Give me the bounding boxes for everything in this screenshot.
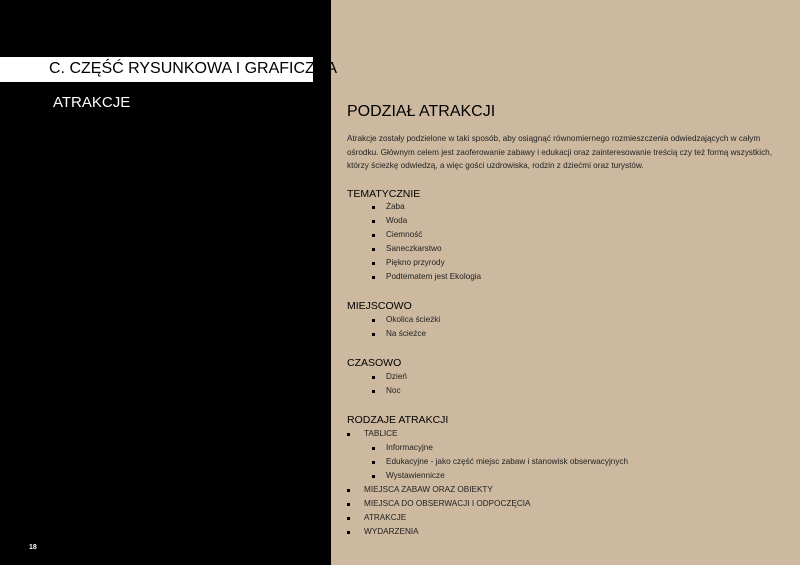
tematycznie-heading: TEMATYCZNIE — [347, 188, 421, 200]
bullet-icon — [372, 447, 375, 450]
page-number: 18 — [29, 544, 37, 551]
bullet-icon — [372, 206, 375, 209]
bullet-icon — [372, 333, 375, 336]
list-item: Saneczkarstwo — [386, 244, 442, 253]
list-item: Żaba — [386, 202, 405, 211]
bullet-icon — [372, 276, 375, 279]
bullet-icon — [347, 433, 350, 436]
list-item: MIEJSCA DO OBSERWACJI I ODPOCZĘCIA — [364, 499, 531, 508]
bullet-icon — [347, 531, 350, 534]
bullet-icon — [372, 390, 375, 393]
list-item: Okolica ścieżki — [386, 315, 441, 324]
bullet-icon — [372, 461, 375, 464]
bullet-icon — [372, 234, 375, 237]
bullet-icon — [372, 248, 375, 251]
list-item: Informacyjne — [386, 443, 433, 452]
list-item: Dzień — [386, 372, 407, 381]
bullet-icon — [347, 503, 350, 506]
section-label: ATRAKCJE — [53, 94, 131, 111]
bullet-icon — [372, 319, 375, 322]
list-item: TABLICE — [364, 429, 398, 438]
list-item: Podtematem jest Ekologia — [386, 272, 482, 281]
list-item: ATRAKCJE — [364, 513, 407, 522]
list-item: WYDARZENIA — [364, 527, 419, 536]
list-item: Edukacyjne - jako część miejsc zabaw i stanowisk obserwacyjnych — [386, 457, 629, 466]
page-title: PODZIAŁ ATRAKCJI — [347, 103, 496, 120]
bullet-icon — [347, 489, 350, 492]
chapter-banner-text: C. CZĘŚĆ RYSUNKOWA I GRAFICZNA — [49, 60, 338, 77]
bullet-icon — [372, 376, 375, 379]
miejscowo-heading: MIEJSCOWO — [347, 300, 412, 312]
bullet-icon — [372, 475, 375, 478]
czasowo-heading: CZASOWO — [347, 357, 402, 369]
list-item: Woda — [386, 216, 408, 225]
list-item: Na ścieżce — [386, 329, 427, 338]
bullet-icon — [347, 517, 350, 520]
right-panel — [331, 0, 800, 565]
rodzaje-heading: RODZAJE ATRAKCJI — [347, 414, 449, 426]
left-panel — [0, 0, 331, 565]
bullet-icon — [372, 262, 375, 265]
intro-paragraph: Atrakcje zostały podzielone w taki sposób, aby osiągnąć równomiernego rozmieszczenia odwiedzających w całym ośrodku. Głównym celem jest zaoferowanie zabawy i edukacji oraz zainteresowanie treścią czy też formą wszystkich, którzy ściezkę odwiedzą, a więc gości uzdrowiska, rodzin z dziećmi oraz turystów. — [347, 134, 773, 170]
list-item: Ciemność — [386, 230, 423, 239]
list-item: Wystawiennicze — [386, 471, 445, 480]
bullet-icon — [372, 220, 375, 223]
list-item: Noc — [386, 386, 401, 395]
chapter-banner — [0, 57, 338, 82]
list-item: Piękno przyrody — [386, 258, 445, 267]
list-item: MIEJSCA ZABAW ORAZ OBIEKTY — [364, 485, 493, 494]
